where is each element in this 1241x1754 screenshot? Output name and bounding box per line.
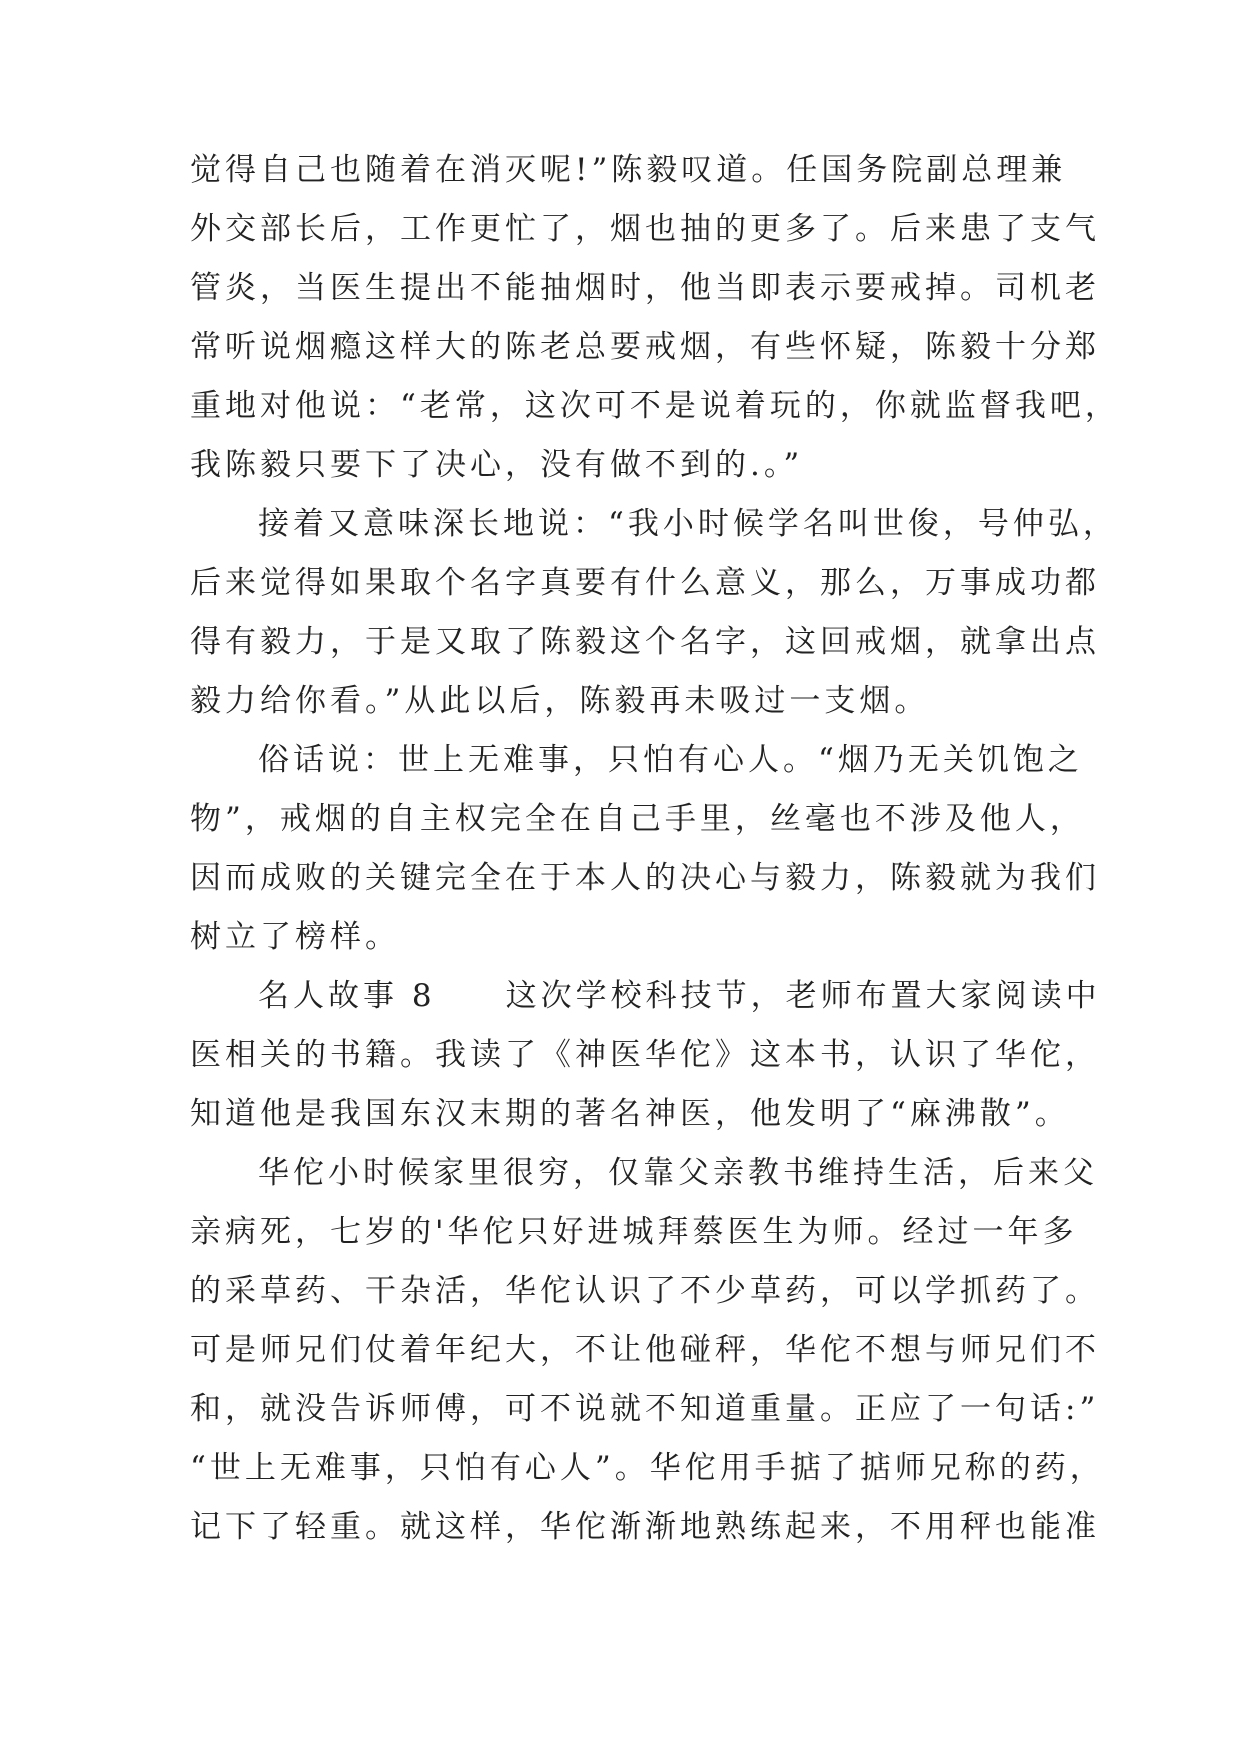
text-line: 外交部长后，工作更忙了，烟也抽的更多了。后来患了支气 <box>190 211 1100 247</box>
paragraph-start-line: 华佗小时候家里很穷，仅靠父亲教书维持生活，后来父 <box>258 1155 1098 1191</box>
text-line: 医相关的书籍。我读了《神医华佗》这本书，认识了华佗， <box>190 1037 1100 1073</box>
text-line: 毅力给你看。”从此以后，陈毅再未吸过一支烟。 <box>190 683 930 719</box>
text-line: 觉得自己也随着在消灭呢!”陈毅叹道。任国务院副总理兼 <box>190 152 1067 188</box>
text-line: 物”，戒烟的自主权完全在自己手里，丝毫也不涉及他人， <box>190 801 1085 837</box>
text-line: 重地对他说：“老常，这次可不是说着玩的，你就监督我吧， <box>190 388 1120 424</box>
text-line: 可是师兄们仗着年纪大，不让他碰秤，华佗不想与师兄们不 <box>190 1332 1100 1368</box>
text-line: 记下了轻重。就这样，华佗渐渐地熟练起来，不用秤也能准 <box>190 1509 1100 1545</box>
text-line: 后来觉得如果取个名字真要有什么意义，那么，万事成功都 <box>190 565 1100 601</box>
text-line: 因而成败的关键完全在于本人的决心与毅力，陈毅就为我们 <box>190 860 1100 896</box>
paragraph-start-line: 接着又意味深长地说：“我小时候学名叫世俊，号仲弘， <box>258 506 1118 542</box>
text-line: 树立了榜样。 <box>190 919 400 955</box>
text-line: 和，就没告诉师傅，可不说就不知道重量。正应了一句话:” <box>190 1391 1100 1427</box>
text-line: 的采草药、干杂活，华佗认识了不少草药，可以学抓药了。 <box>190 1273 1100 1309</box>
text-line: 管炎，当医生提出不能抽烟时，他当即表示要戒掉。司机老 <box>190 270 1100 306</box>
paragraph-start-line: 俗话说：世上无难事，只怕有心人。“烟乃无关饥饱之 <box>258 742 1083 778</box>
text-line: 得有毅力，于是又取了陈毅这个名字，这回戒烟，就拿出点 <box>190 624 1100 660</box>
text-line: 我陈毅只要下了决心，没有做不到的.。” <box>190 447 804 483</box>
paragraph-start-line: 名人故事 8 这次学校科技节，老师布置大家阅读中 <box>258 978 1101 1014</box>
text-line: 常听说烟瘾这样大的陈老总要戒烟，有些怀疑，陈毅十分郑 <box>190 329 1100 365</box>
text-line: “世上无难事，只怕有心人”。华佗用手掂了掂师兄称的药， <box>190 1450 1105 1486</box>
text-line: 知道他是我国东汉末期的著名神医，他发明了“麻沸散”。 <box>190 1096 1070 1132</box>
text-line: 亲病死，七岁的'华佗只好进城拜蔡医生为师。经过一年多 <box>190 1214 1078 1250</box>
